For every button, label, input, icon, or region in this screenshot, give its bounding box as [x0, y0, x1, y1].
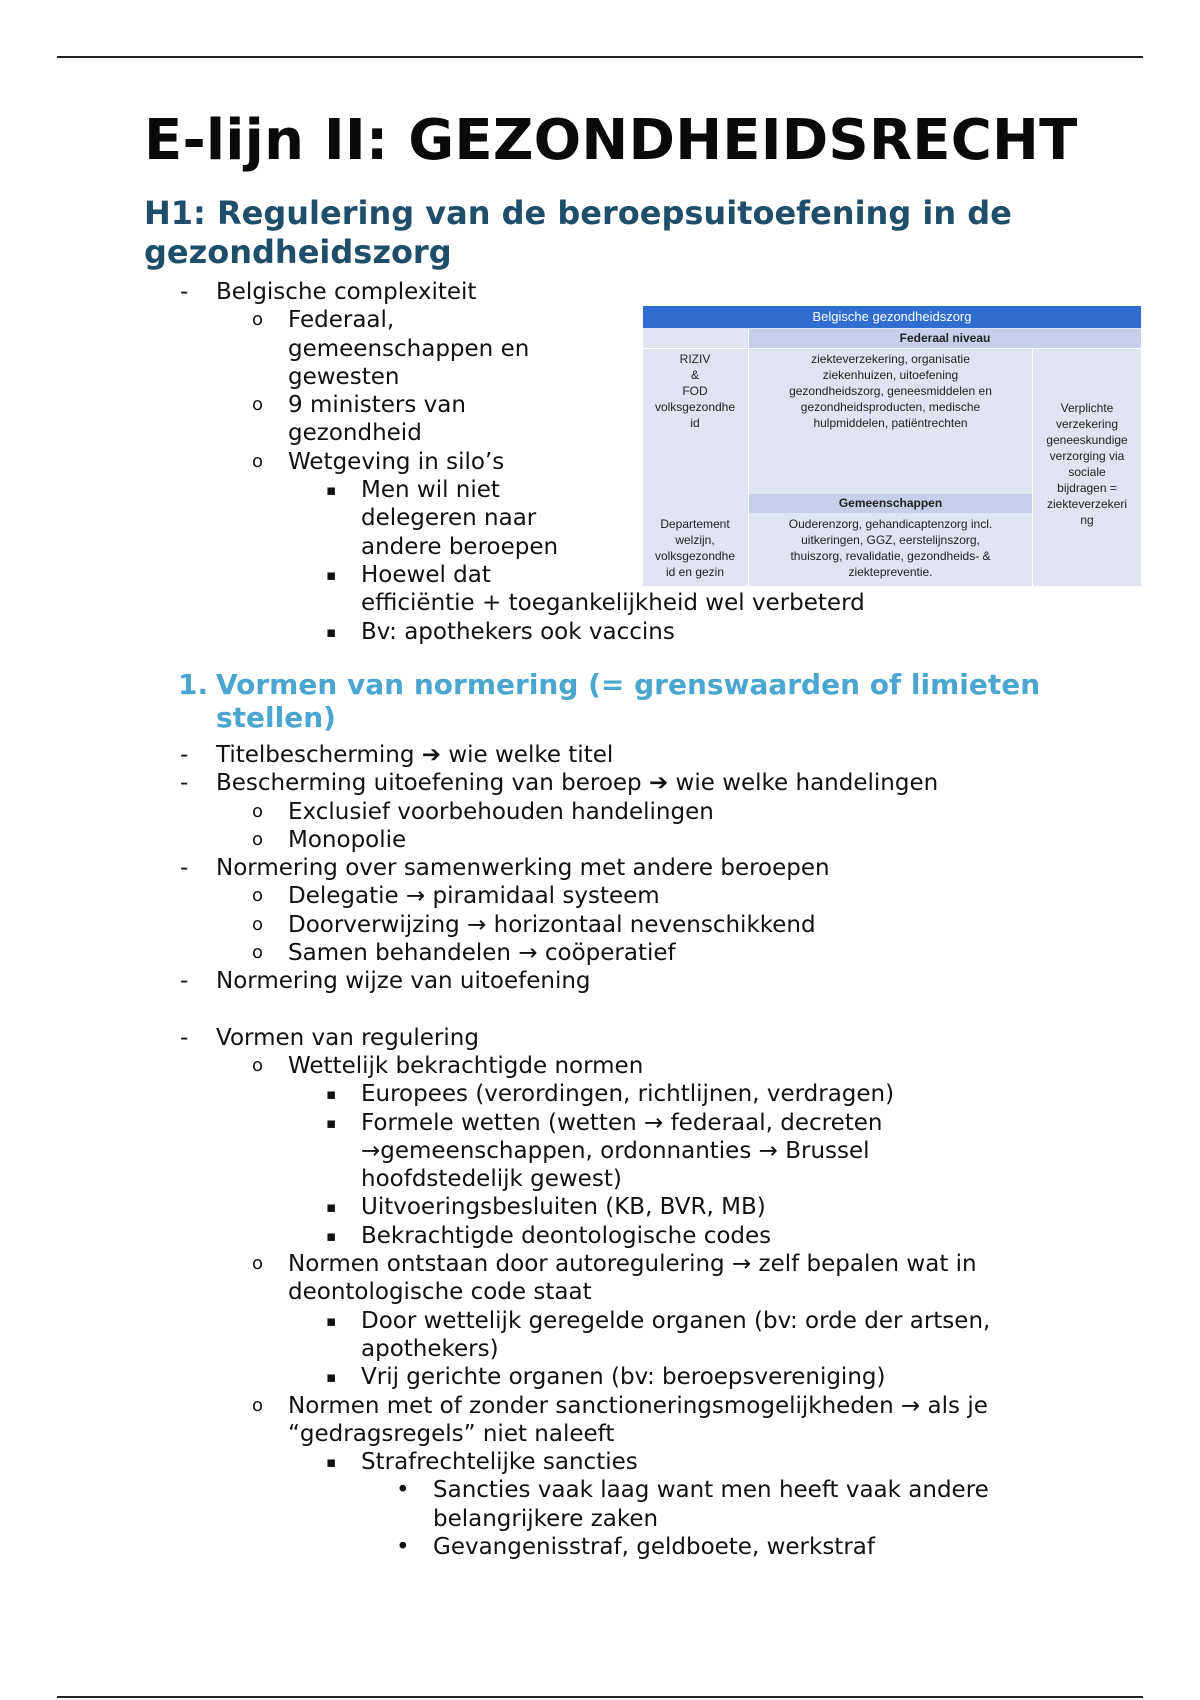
list-item	[0, 1533, 1100, 1561]
list-item-text: “gedragsregels” niet naleeft	[288, 1420, 615, 1447]
circle-marker: o	[252, 1054, 264, 1076]
list-item-text: Bv: apothekers ook vaccins	[361, 618, 675, 645]
cell-line: id	[690, 416, 700, 430]
list-item-text: Exclusief voorbehouden handelingen	[288, 798, 714, 825]
circle-marker: o	[252, 1253, 264, 1275]
list-item	[0, 1052, 1100, 1080]
cell-line: ng	[1080, 513, 1094, 527]
list-item	[0, 1363, 1100, 1391]
list-item-text: Normen met of zonder sanctioneringsmogelijkheden → als je	[288, 1392, 988, 1419]
page-title: E-lijn II: GEZONDHEIDSRECHT	[144, 108, 1078, 173]
list-item-continued	[0, 1278, 1100, 1306]
list-item-text: Titelbescherming ➔ wie welke titel	[216, 742, 614, 768]
federal-institution-cell	[643, 351, 747, 431]
section-number: 1.	[178, 668, 209, 701]
list-item	[0, 1024, 1100, 1052]
cell-line: Departement	[660, 517, 730, 531]
square-marker: ▪	[326, 1368, 337, 1387]
mandatory-insurance-cell	[1033, 400, 1141, 528]
list-item-text: Belgische complexiteit	[216, 279, 477, 305]
list-item-text: Federaal,	[288, 307, 395, 334]
cell-line: ziekteverzekering, organisatie	[811, 352, 970, 366]
list-item-text: Bescherming uitoefening van beroep ➔ wie welke handelingen	[216, 770, 939, 797]
chapter-heading: H1: Regulering van de beroepsuitoefening in de gezondheidszorg	[144, 194, 1012, 271]
community-competences-cell	[749, 516, 1032, 580]
list-item	[0, 618, 900, 646]
cell-line: welzijn,	[675, 533, 715, 547]
federal-level-band: Federaal niveau	[749, 329, 1141, 348]
dash-marker: -	[180, 742, 189, 768]
list-item	[0, 911, 1100, 939]
header-rule	[57, 56, 1143, 58]
list-item-text: Door wettelijk geregelde organen (bv: orde der artsen,	[361, 1307, 991, 1334]
list-item-text: Hoewel dat	[361, 561, 491, 588]
federal-competences-cell	[749, 351, 1032, 431]
communities-band: Gemeenschappen	[749, 494, 1032, 513]
cell-line: verzekering	[1055, 417, 1119, 431]
section-heading	[178, 668, 1078, 734]
dash-marker: -	[180, 968, 189, 995]
list-item-text: →gemeenschappen, ordonnanties → Brussel	[361, 1137, 870, 1164]
list-item	[0, 741, 1100, 769]
cell-line: ziekteverzekeri	[1046, 497, 1128, 511]
list-item	[0, 939, 1100, 967]
square-marker: ▪	[326, 565, 337, 584]
list-item-text: Normen ontstaan door autoregulering → zelf bepalen wat in	[288, 1251, 977, 1278]
cell-line: verzorging via	[1049, 449, 1125, 463]
list-item-continued	[0, 1137, 1100, 1165]
list-item-text: Doorverwijzing → horizontaal nevenschikkend	[288, 911, 816, 938]
circle-marker: o	[252, 913, 264, 935]
list-item-continued	[0, 1165, 1100, 1193]
cell-line: thuiszorg, revalidatie, gezondheids- &	[790, 549, 991, 563]
list-item	[0, 1193, 1100, 1221]
cell-line: &	[690, 368, 699, 382]
list-item-text: gewesten	[288, 363, 400, 390]
cell-line: Ouderenzorg, gehandicaptenzorg incl.	[788, 517, 993, 531]
circle-marker: o	[252, 309, 264, 331]
circle-marker: o	[252, 1394, 264, 1416]
normering-list	[0, 741, 1100, 1561]
list-item-text: deontologische code staat	[288, 1279, 592, 1306]
list-item-text: Vrij gerichte organen (bv: beroepsvereniging)	[361, 1364, 886, 1391]
list-item-text: Wetgeving in silo’s	[288, 448, 505, 475]
list-item	[0, 1222, 1100, 1250]
list-item-text: Gevangenisstraf, geldboete, werkstraf	[433, 1534, 875, 1561]
cell-line: ziekenhuizen, uitoefening	[822, 368, 959, 382]
cell-line: sociale	[1068, 465, 1106, 479]
cell-line: bijdragen =	[1057, 481, 1117, 495]
square-marker: ▪	[326, 1198, 337, 1217]
list-item	[0, 278, 900, 306]
circle-marker: o	[252, 800, 264, 822]
cell-line: ziektepreventie.	[848, 565, 933, 579]
dash-marker: -	[180, 770, 189, 797]
square-marker: ▪	[326, 1226, 337, 1245]
cell-line: gezondheidszorg, geneesmiddelen en	[789, 384, 992, 398]
list-item-text: Monopolie	[288, 826, 407, 853]
list-item	[0, 1448, 1100, 1476]
cell-line: gezondheidsproducten, medische	[800, 400, 981, 414]
list-item-text: Vormen van regulering	[216, 1024, 479, 1051]
list-item-text: Delegatie → piramidaal systeem	[288, 883, 660, 910]
cell-line: hulpmiddelen, patiëntrechten	[813, 416, 968, 430]
list-item-text: Samen behandelen → coöperatief	[288, 940, 676, 967]
list-item-text: gezondheid	[288, 420, 422, 447]
cell-line: volksgezondhe	[654, 549, 736, 563]
cell-line: RIZIV	[679, 352, 711, 366]
square-marker: ▪	[326, 1085, 337, 1104]
list-item-continued	[0, 589, 900, 617]
list-item-text: Normering over samenwerking met andere beroepen	[216, 855, 830, 882]
list-item-text: Men wil niet	[361, 477, 500, 504]
list-item-continued	[0, 1420, 1100, 1448]
square-marker: ▪	[326, 622, 337, 641]
list-item	[0, 1250, 1100, 1278]
dot-marker: •	[396, 1534, 410, 1561]
list-item-text: belangrijkere zaken	[433, 1505, 659, 1532]
circle-marker: o	[252, 885, 264, 907]
footer-rule	[57, 1696, 1143, 1698]
list-item	[0, 826, 1100, 854]
spacer	[0, 996, 1100, 1024]
list-item	[0, 769, 1100, 797]
list-item-text: apothekers)	[361, 1335, 499, 1362]
list-item-continued	[0, 1505, 1100, 1533]
section-title: Vormen van normering (= grenswaarden of limieten stellen)	[216, 668, 1041, 734]
list-item-text: Bekrachtigde deontologische codes	[361, 1222, 772, 1249]
list-item	[0, 798, 1100, 826]
circle-marker: o	[252, 828, 264, 850]
list-item-text: Normering wijze van uitoefening	[216, 968, 591, 995]
list-item	[0, 882, 1100, 910]
circle-marker: o	[252, 942, 264, 964]
list-item-text: hoofdstedelijk gewest)	[361, 1166, 622, 1193]
community-institution-cell	[643, 516, 747, 580]
cell-line: geneeskundige	[1046, 433, 1128, 447]
square-marker: ▪	[326, 481, 337, 500]
table-header: Belgische gezondheidszorg	[643, 306, 1141, 328]
list-item	[0, 1307, 1100, 1335]
dash-marker: -	[180, 279, 189, 305]
list-item-text: 9 ministers van	[288, 392, 466, 419]
cell-line: uitkeringen, GGZ, eerstelijnszorg,	[801, 533, 980, 547]
list-item-text: andere beroepen	[361, 533, 559, 560]
list-item	[0, 967, 1100, 995]
dash-marker: -	[180, 855, 189, 882]
circle-marker: o	[252, 450, 264, 472]
cell-line: FOD	[682, 384, 708, 398]
square-marker: ▪	[326, 1453, 337, 1472]
square-marker: ▪	[326, 1311, 337, 1330]
list-item-text: Formele wetten (wetten → federaal, decreten	[361, 1109, 883, 1136]
list-item-text: Wettelijk bekrachtigde normen	[288, 1052, 644, 1079]
table-divider	[643, 348, 1141, 349]
healthcare-structure-table	[643, 306, 1141, 586]
square-marker: ▪	[326, 1113, 337, 1132]
list-item	[0, 854, 1100, 882]
list-item	[0, 1080, 1100, 1108]
dash-marker: -	[180, 1024, 189, 1051]
list-item	[0, 1109, 1100, 1137]
list-item-text: Sancties vaak laag want men heeft vaak andere	[433, 1477, 989, 1504]
list-item-text: Uitvoeringsbesluiten (KB, BVR, MB)	[361, 1194, 766, 1221]
list-item	[0, 1476, 1100, 1504]
cell-line: volksgezondhe	[654, 400, 736, 414]
dot-marker: •	[396, 1477, 410, 1504]
list-item	[0, 1392, 1100, 1420]
list-item-text: efficiëntie + toegankelijkheid wel verbeterd	[361, 590, 865, 617]
list-item-text: Strafrechtelijke sancties	[361, 1449, 638, 1476]
cell-line: Verplichte	[1060, 401, 1114, 415]
circle-marker: o	[252, 394, 264, 416]
list-item-text: delegeren naar	[361, 505, 537, 532]
list-item-text: gemeenschappen en	[288, 335, 530, 362]
list-item-continued	[0, 1335, 1100, 1363]
cell-line: id en gezin	[665, 565, 725, 579]
list-item-text: Europees (verordingen, richtlijnen, verdragen)	[361, 1081, 895, 1108]
